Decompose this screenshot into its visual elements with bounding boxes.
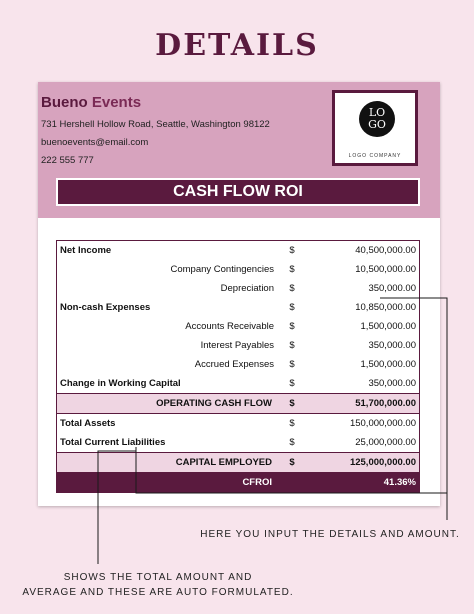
company-name-second: Events (91, 94, 142, 111)
logo-caption: LOGO COMPANY (348, 153, 402, 159)
logo-text-line1: LO (368, 106, 386, 119)
row-label: Change in Working Capital (60, 378, 181, 389)
page-heading: DETAILS (155, 28, 319, 63)
currency-symbol: $ (289, 418, 295, 429)
formula-bracket-line (136, 447, 447, 493)
company-address: 731 Hershell Hollow Road, Seattle, Washington 98122 (41, 119, 270, 130)
currency-symbol: $ (289, 437, 295, 448)
amount-value[interactable]: 350,000.00 (368, 340, 416, 351)
row-label: Accrued Expenses (194, 359, 274, 370)
total-value: 125,000,000.00 (304, 453, 420, 473)
amount-value[interactable]: 1,500,000.00 (360, 359, 416, 370)
currency-symbol: $ (289, 245, 295, 256)
amount-value[interactable]: 150,000,000.00 (349, 418, 416, 429)
currency-symbol: $ (289, 378, 295, 389)
cfroi-value: 41.36% (304, 473, 420, 493)
row-label: CFROI (57, 473, 281, 493)
amount-value[interactable]: 10,500,000.00 (355, 264, 416, 275)
row-label: Total Assets (60, 418, 116, 429)
company-email: buenoevents@email.com (41, 137, 149, 148)
amount-value[interactable]: 40,500,000.00 (355, 245, 416, 256)
amount-value[interactable]: 25,000,000.00 (355, 437, 416, 448)
input-callout-line (380, 298, 447, 520)
currency-symbol: $ (289, 321, 295, 332)
row-label: Accounts Receivable (185, 321, 274, 332)
currency-symbol: $ (280, 453, 304, 473)
row-label: OPERATING CASH FLOW (57, 394, 281, 414)
company-phone: 222 555 777 (41, 155, 94, 166)
company-name-first: Bueno (41, 94, 88, 111)
row-label: Interest Payables (200, 340, 274, 351)
row-label: Total Current Liabilities (60, 437, 166, 448)
amount-value[interactable]: 350,000.00 (368, 283, 416, 294)
formula-callout-line (98, 451, 136, 564)
row-label: Depreciation (220, 283, 274, 294)
currency-symbol: $ (289, 283, 295, 294)
currency-symbol: $ (289, 340, 295, 351)
row-label: CAPITAL EMPLOYED (57, 453, 281, 473)
total-value: 51,700,000.00 (304, 394, 420, 414)
document-title: CASH FLOW ROI (56, 178, 420, 206)
amount-value[interactable]: 1,500,000.00 (360, 321, 416, 332)
logo-text-line2: GO (368, 118, 386, 131)
auto-note-line1: SHOWS THE TOTAL AMOUNT AND (63, 572, 253, 583)
row-label: Company Contingencies (170, 264, 274, 275)
amount-value[interactable]: 350,000.00 (368, 378, 416, 389)
currency-symbol: $ (289, 264, 295, 275)
currency-symbol: $ (280, 394, 304, 414)
currency-symbol: $ (289, 302, 295, 313)
auto-formula-note (10, 570, 306, 600)
row-label: Non-cash Expenses (60, 302, 151, 313)
amount-value[interactable]: 10,850,000.00 (355, 302, 416, 313)
input-note: HERE YOU INPUT THE DETAILS AND AMOUNT. (200, 529, 460, 540)
row-label: Net Income (60, 245, 112, 256)
auto-note-line2: AVERAGE AND THESE ARE AUTO FORMULATED. (22, 587, 294, 598)
currency-symbol: $ (289, 359, 295, 370)
